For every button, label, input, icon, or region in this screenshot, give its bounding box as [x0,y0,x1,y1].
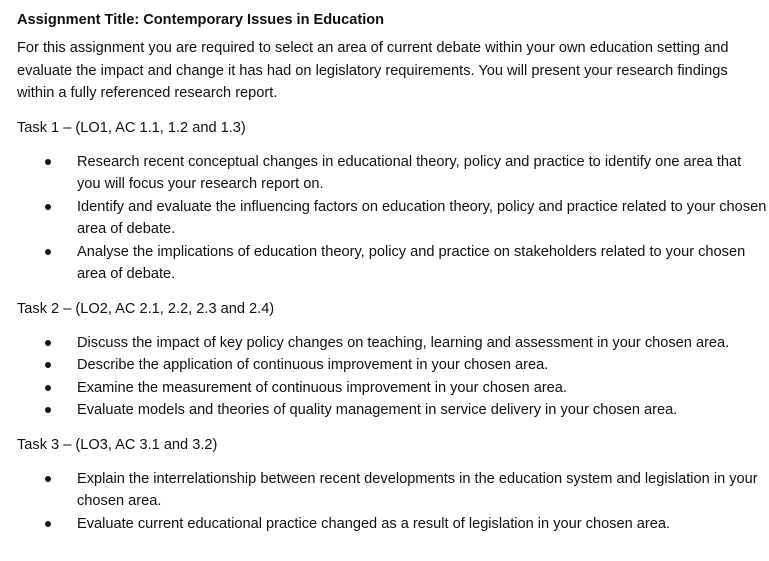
task-1-heading: Task 1 – (LO1, AC 1.1, 1.2 and 1.3) [17,119,246,136]
list-item [17,196,767,241]
bullet-icon [45,521,51,527]
task-2-heading: Task 2 – (LO2, AC 2.1, 2.2, 2.3 and 2.4) [17,300,275,317]
bullet-icon [45,159,51,165]
list-item [17,354,767,377]
list-item [17,513,767,536]
list-item [17,332,767,355]
bullet-icon [45,340,51,346]
list-item [17,241,767,286]
list-item-text: Discuss the impact of key policy changes on teaching, learning and assessment in your chosen area. [77,334,730,351]
task-3-list [17,468,769,536]
list-item-text: Evaluate current educational practice changed as a result of legislation in your chosen area. [77,515,671,532]
list-item [17,151,767,196]
list-item [17,399,767,422]
list-item-text: Analyse the implications of education theory, policy and practice on stakeholders related to your chosen area of debate. [77,243,746,282]
assignment-title: Assignment Title: Contemporary Issues in Education [17,12,385,28]
assignment-intro: For this assignment you are required to select an area of current debate within your own education setting and evaluate the impact and change it has had on legislatory requirements. You will present your research findings within a fully referenced research report. [17,40,729,101]
list-item [17,468,767,513]
task-1-list [17,151,769,286]
list-item-text: Evaluate models and theories of quality management in service delivery in your chosen area. [77,402,678,418]
task-2-list [17,332,769,422]
list-item-text: Research recent conceptual changes in educational theory, policy and practice to identify one area that you will focus your research report on. [77,153,742,192]
list-item-text: Explain the interrelationship between recent developments in the education system and legislation in your chosen area. [77,470,758,509]
list-item-text: Describe the application of continuous improvement in your chosen area. [77,357,549,373]
bullet-icon [45,476,51,482]
list-item-text: Identify and evaluate the influencing factors on education theory, policy and practice related to your chosen area of debate. [77,198,767,237]
bullet-icon [45,385,51,391]
bullet-icon [45,204,51,210]
bullet-icon [45,249,51,255]
list-item [17,377,767,400]
task-3-heading: Task 3 – (LO3, AC 3.1 and 3.2) [17,436,218,453]
bullet-icon [45,362,51,368]
list-item-text: Examine the measurement of continuous improvement in your chosen area. [77,379,567,396]
bullet-icon [45,407,51,413]
